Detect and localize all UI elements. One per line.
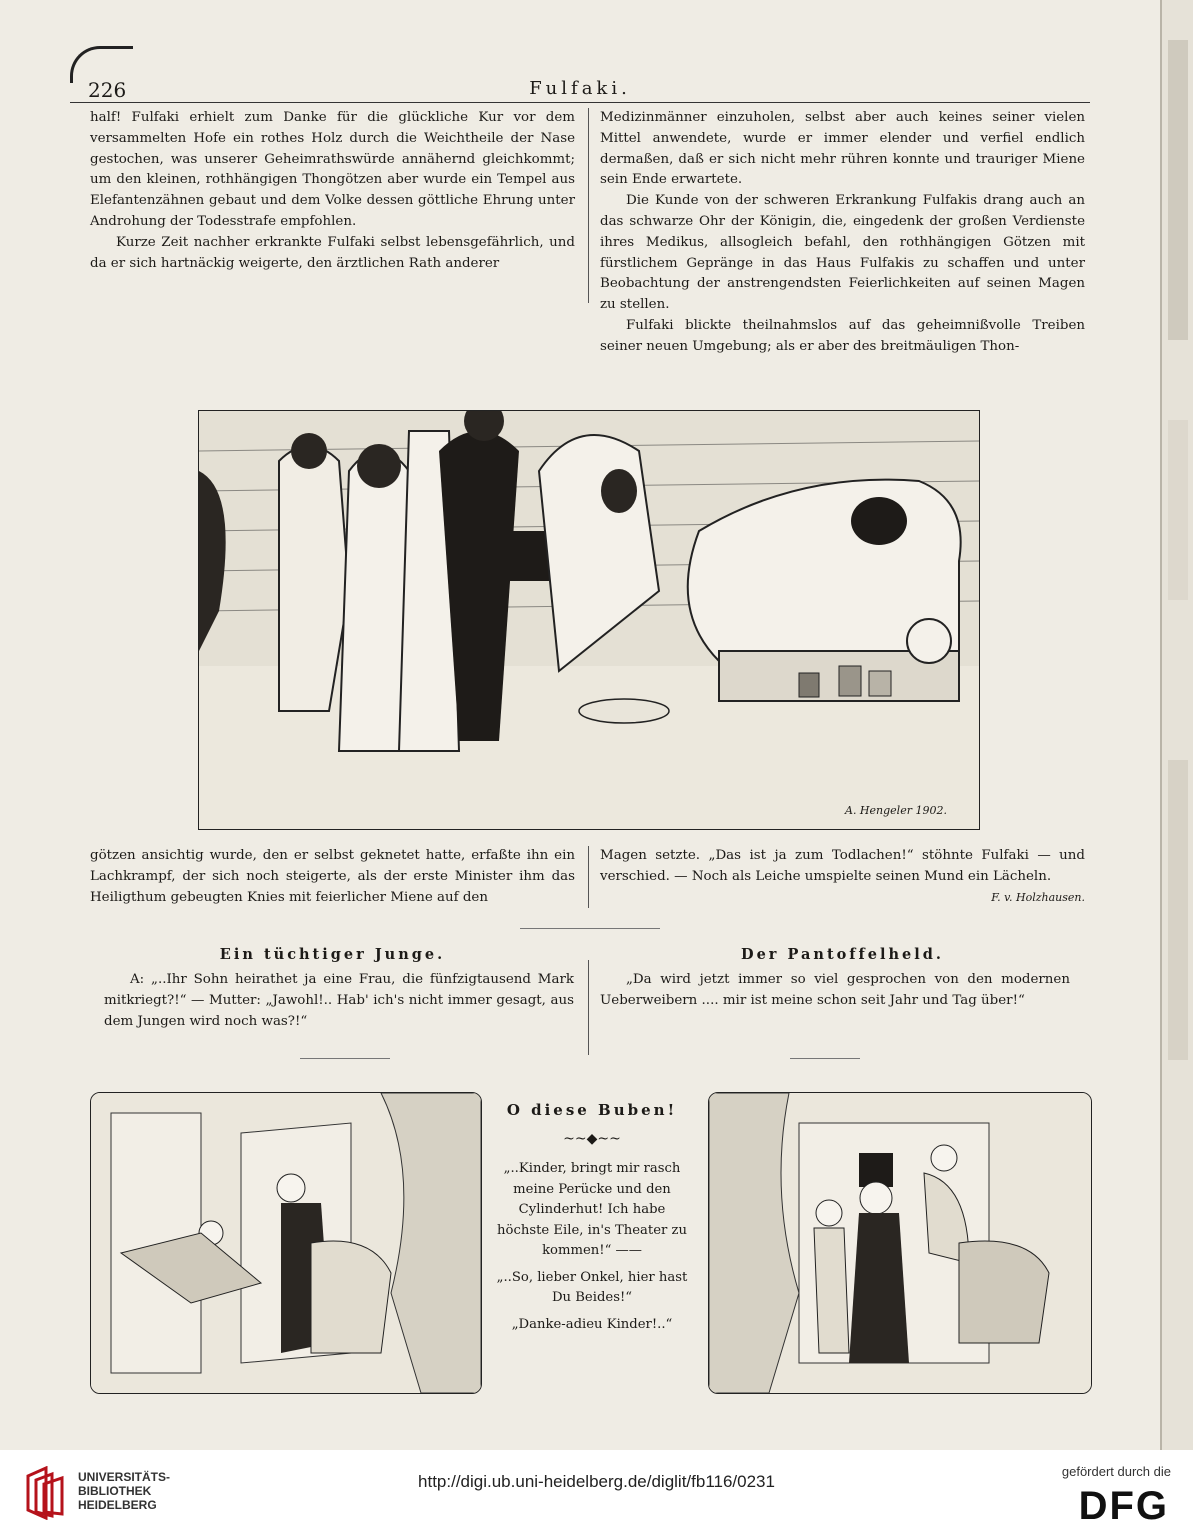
joke-title-right: Der Pantoffelheld. — [741, 946, 944, 963]
comic-title: O diese Buben! — [506, 1101, 678, 1119]
story-paragraph: götzen ansichtig wurde, den er selbst geknetet hatte, erfaßte ihn ein Lachkrampf, der sich noch steigerte, als der erste Minister ihm das Heiligthum gebeugten Knies mit feierlicher Miene auf den — [90, 848, 575, 905]
adjacent-page-edge — [1160, 0, 1193, 1450]
library-name-line: UNIVERSITÄTS- — [78, 1470, 171, 1484]
page-title: Fulfaki. — [529, 78, 631, 99]
column-divider — [588, 846, 589, 908]
story-paragraph: Medizinmänner einzuholen, selbst aber auch keines seiner vielen Mittel anwendete, wurde er immer elender und verfiel endlich dermaßen, daß er sich nicht mehr rühren konnte und trauriger Miene sein Ende erwartete. — [600, 110, 1085, 188]
joke-paragraph: „Da wird jetzt immer so viel gesprochen von den modernen Ueberweibern .... mir ist meine schon seit Jahr und Tag über!“ — [600, 972, 1070, 1008]
header-rule — [70, 102, 1090, 103]
column-divider — [588, 960, 589, 1055]
comic-paragraph: „Danke-adieu Kinder!..“ — [511, 1316, 673, 1332]
story-paragraph: Kurze Zeit nachher erkrankte Fulfaki selbst lebensgefährlich, und da er sich hartnäckig weigerte, den ärztlichen Rath anderer — [90, 234, 575, 271]
story-paragraph: Die Kunde von der schweren Erkrankung Fulfakis drang auch an das schwarze Ohr der Königin, die, eingedenk der großen Verdienste ihres Medikus, allsogleich befahl, den rothhängigen Götzen mit fürstlichem Gepränge in das Haus Fulfakis zu schaffen und unter Beobachtung der anstrengendsten Feierlichkeiten auf seinen Magen zu stellen. — [600, 193, 1085, 313]
joke-right-text — [600, 970, 1070, 1012]
comic-paragraph: „..Kinder, bringt mir rasch meine Perücke und den Cylinderhut! Ich habe höchste Eile, in's Theater zu kommen!“ —— — [497, 1161, 687, 1258]
story-right-column-top — [600, 108, 1085, 358]
footer-bar — [0, 1450, 1193, 1536]
section-rule — [790, 1058, 860, 1059]
column-divider — [588, 108, 589, 303]
comic-panel-right — [708, 1092, 1092, 1394]
page-header — [70, 60, 1090, 100]
comic-paragraph: „..So, lieber Onkel, hier hast Du Beides!“ — [496, 1269, 688, 1305]
library-name-line: HEIDELBERG — [78, 1498, 157, 1512]
story-left-column-top — [90, 108, 575, 274]
story-paragraph: half! Fulfaki erhielt zum Danke für die glückliche Kur vor dem versammelten Hofe ein rothes Holz durch die Weichtheile der Nase gestochen, was unserer Geheimrathswürde annähernd gleichkommt; um den kleinen, rothhängigen Thongötzen aber wurde ein Tempel aus Elefantenzähnen gebaut und dem Volke dessen göttliche Ehrung unter Androhung der Todesstrafe empfohlen. — [90, 110, 575, 229]
story-right-column-bottom — [600, 846, 1085, 908]
comic-panel-left — [90, 1092, 482, 1394]
joke-left-text — [104, 970, 574, 1032]
funder-caption: gefördert durch die — [1061, 1464, 1171, 1479]
section-rule — [300, 1058, 390, 1059]
story-paragraph: Fulfaki blickte theilnahmslos auf das geheimnißvolle Treiben seiner neuen Umgebung; als er aber des breitmäuligen Thon- — [600, 317, 1085, 354]
comic-text-column — [492, 1100, 692, 1341]
page-number: 226 — [88, 78, 127, 102]
story-left-column-bottom — [90, 846, 575, 908]
joke-paragraph: A: „..Ihr Sohn heirathet ja eine Frau, die fünfzigtausend Mark mitkriegt?!“ — Mutter: „Jawohl!.. Hab' ich's nicht immer gesagt, aus dem Jungen wird noch was?!“ — [104, 972, 574, 1029]
illustration-signature: A. Hengeler 1902. — [845, 804, 947, 817]
joke-title-left: Ein tüchtiger Junge. — [219, 946, 446, 963]
story-author: F. v. Holzhausen. — [991, 890, 1085, 904]
dfg-logo: DFG — [1078, 1484, 1169, 1528]
story-paragraph: Magen setzte. „Das ist ja zum Todlachen!“ stöhnte Fulfaki — und verschied. — Noch als Leiche umspielte seinen Mund ein Lächeln. — [600, 848, 1085, 884]
library-name-line: BIBLIOTHEK — [78, 1484, 152, 1498]
main-illustration-sickbed — [198, 410, 980, 830]
ornament-divider: ~~◆~~ — [563, 1130, 621, 1147]
permalink-url[interactable]: http://digi.ub.uni-heidelberg.de/diglit/fb116/0231 — [418, 1472, 775, 1491]
section-rule — [520, 928, 660, 929]
